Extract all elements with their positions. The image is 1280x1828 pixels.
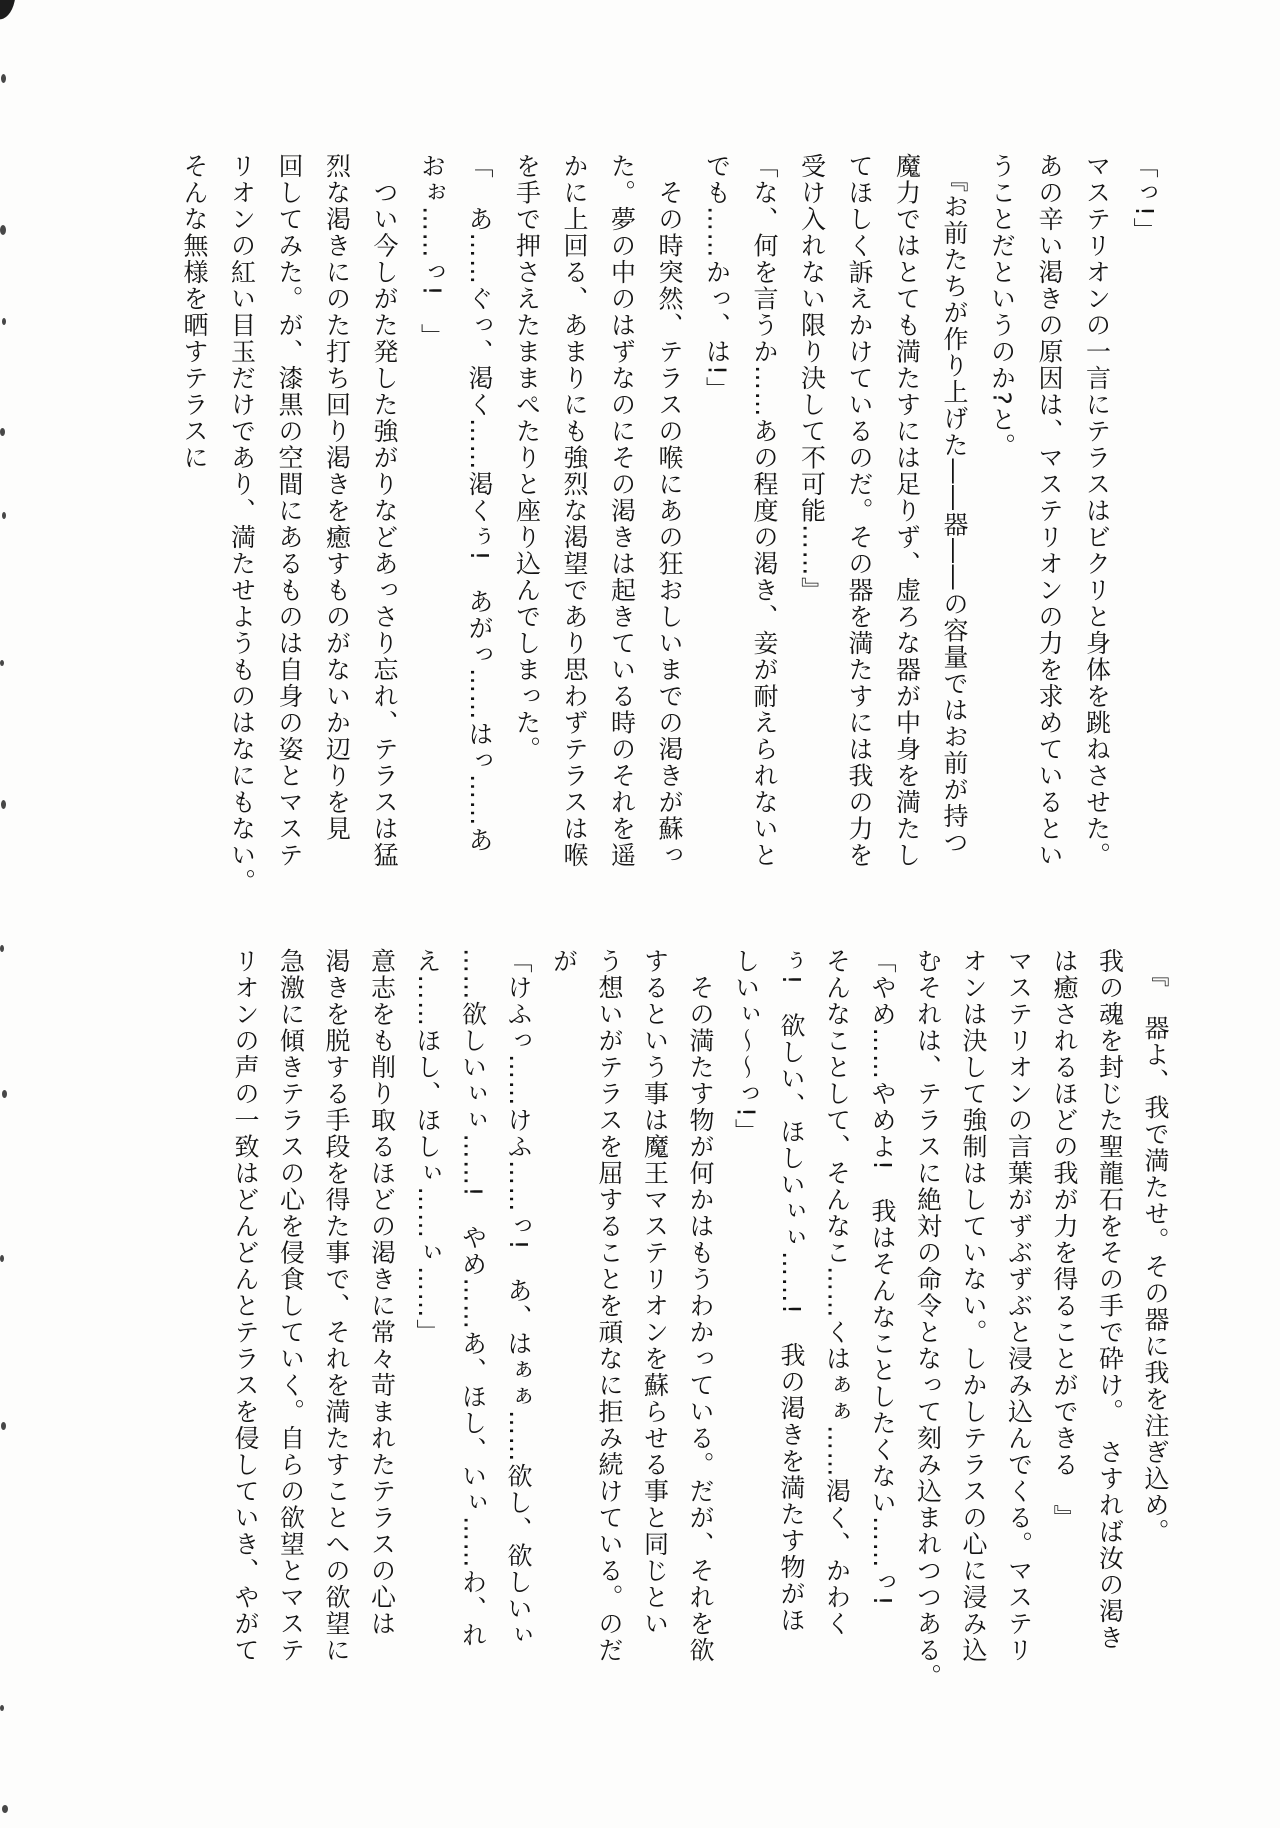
text-line: が: [549, 948, 579, 975]
text-line: 「っ!」: [1130, 153, 1159, 245]
text-line: そんな無様を晒すテラスに: [180, 153, 209, 471]
scan-speck: [0, 660, 4, 666]
text-line: マステリオンの言葉がずぶずぶと浸み込んでくる。マステリ: [1004, 948, 1034, 1664]
text-line: 意志をも削り取るほどの渇きに常々苛まれたテラスの心は: [367, 948, 397, 1637]
text-line: 「な、何を言うか……あの程度の渇き、妾が耐えられないと: [750, 153, 779, 869]
text-line: を手で押さえたままぺたりと座り込んでしまった。: [512, 153, 542, 763]
text-line: た。夢の中のはずなのにその渇きは起きている時のそれを遥: [607, 153, 637, 869]
scan-speck: [0, 945, 4, 952]
text-line: ……欲しいぃぃ……! やめ……あ、ほし、いぃ……わ、れ: [458, 948, 488, 1649]
text-line: リオンの紅い目玉だけであり、満たせようものはなにもない。: [227, 153, 257, 895]
text-line: え……ほし、ほしぃ……ぃ……」: [413, 948, 442, 1346]
text-line: 烈な渇きにのた打ち回り渇きを癒すものがないか辺りを見: [322, 153, 352, 842]
text-line: そんなことして、そんなこ……くはぁぁ……渇く、かわく: [822, 948, 852, 1637]
bottom-text-block: [223, 948, 1179, 1696]
text-line: 「やめ……やめよ! 我はそんなことしたくない……っ!: [868, 948, 897, 1608]
scan-speck: [0, 1705, 4, 1711]
text-line: うことだというのか?と。: [987, 153, 1017, 460]
text-line: 渇きを脱する手段を得た事で、それを満たすことへの欲望に: [322, 948, 351, 1664]
text-line: 『 器よ、我で満たせ。その器に我を注ぎ込め。: [1141, 948, 1170, 1545]
text-line: するという事は魔王マステリオンを蘇らせる事と同じとい: [640, 948, 670, 1637]
scan-speck: [2, 512, 6, 519]
scan-smudge: [0, 0, 17, 22]
top-text-block: [171, 153, 1169, 901]
text-line: つい今しがた発した強がりなどあっさり忘れ、テラスは猛: [370, 153, 399, 869]
text-line: 受け入れない限り決して不可能……』: [797, 153, 827, 604]
text-line: その満たす物が何かはもうわかっている。だが、それを欲: [686, 948, 715, 1664]
scan-speck: [0, 428, 5, 436]
scan-speck: [1, 1422, 6, 1430]
scan-speck: [1, 800, 6, 809]
text-line: でも……かっ、は!」: [702, 153, 732, 404]
text-line: う想いがテラスを屈することを頑なに拒み続けている。のだ: [595, 948, 624, 1664]
text-line: 急激に傾きテラスの心を侵食していく。自らの欲望とマステ: [276, 948, 306, 1664]
scan-speck: [0, 225, 6, 235]
text-line: てほしく訴えかけているのだ。その器を満たすには我の力を: [845, 153, 874, 869]
text-line: むそれは、テラスに絶対の命令となって刻み込まれつつある。: [913, 948, 943, 1690]
text-line: その時突然、テラスの喉にあの狂おしいまでの渇きが蘇っ: [655, 153, 684, 869]
text-line: マステリオンの一言にテラスはビクリと身体を跳ねさせた。: [1082, 153, 1112, 869]
text-line: 我の魂を封じた聖龍石をその手で砕け。 さすれば汝の渇き: [1095, 948, 1125, 1651]
text-line: 「 あ……ぐっ、渇く……渇くぅ! あがっ……はっ……あ: [465, 153, 494, 854]
scan-speck: [2, 318, 6, 325]
text-line: かに上回る、あまりにも強烈な渇望であり思わずテラスは喉: [560, 153, 589, 869]
scan-speck: [1, 74, 6, 83]
scan-speck: [2, 1805, 8, 1813]
text-line: 『お前たちが作り上げた――器――の容量ではお前が持つ: [940, 153, 969, 856]
scan-speck: [0, 1255, 4, 1262]
text-line: 魔力ではとても満たすには足りず、虚ろな器が中身を満たし: [892, 153, 922, 869]
text-line: オンは決して強制はしていない。しかしテラスの心に浸み込: [959, 948, 988, 1664]
text-line: は癒されるほどの我が力を得ることができる 』: [1050, 948, 1079, 1531]
text-line: 「けふっ……けふ……っ! あ、はぁぁ……欲し、欲しいぃ: [504, 948, 533, 1649]
text-line: しいぃ〜〜っ!」: [731, 948, 761, 1146]
scan-speck: [2, 1090, 7, 1098]
text-line: リオンの声の一致はどんどんとテラスを侵していき、やがて: [231, 948, 260, 1664]
text-line: ぅ! 欲しい、ほしいぃぃ……! 我の渇きを満たす物がほ: [777, 948, 806, 1634]
text-line: あの辛い渇きの原因は、マステリオンの力を求めているとい: [1035, 153, 1064, 869]
text-line: おぉ……っ! 」: [417, 153, 447, 351]
text-line: 回してみた。が、漆黒の空間にあるものは自身の姿とマステ: [275, 153, 304, 869]
